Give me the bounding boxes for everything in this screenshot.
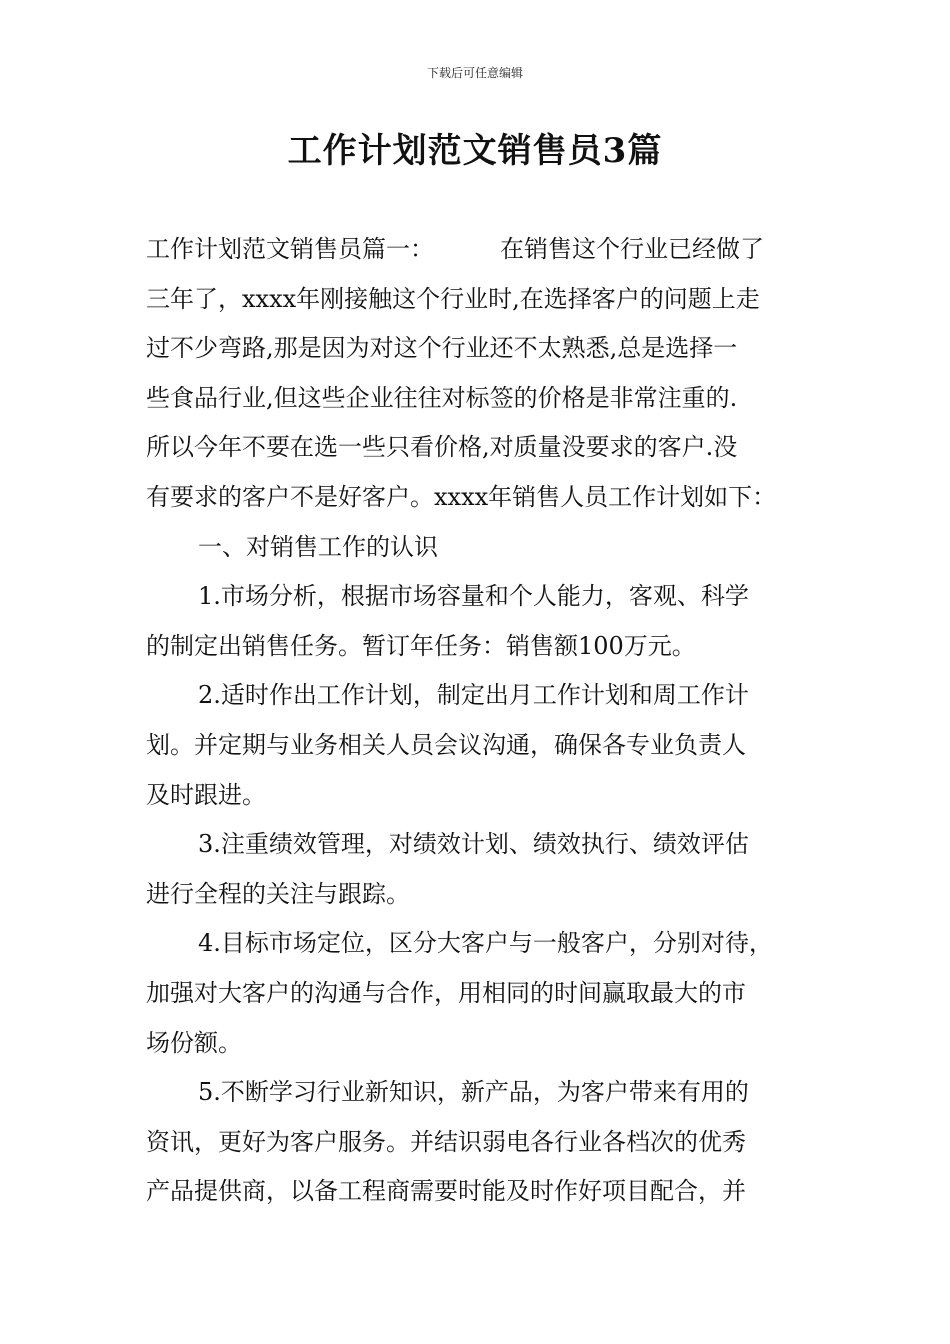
paragraph-line-6: 有要求的客户不是好客户。xxxx年销售人员工作计划如下： xyxy=(146,482,777,511)
header-note: 下载后可任意编辑 xyxy=(426,66,523,80)
paragraph-line-5: 所以今年不要在选一些只看价格,对质量没要求的客户.没 xyxy=(146,433,738,462)
list-item-1-line-1: 1.市场分析，根据市场容量和个人能力，客观、科学 xyxy=(198,582,749,611)
paragraph-text: 在销售这个行业已经做了 xyxy=(500,235,764,263)
list-item-1-line-2: 的制定出销售任务。暂订年任务：销售额100万元。 xyxy=(146,631,696,660)
paragraph-line-1 xyxy=(146,225,816,275)
document-body xyxy=(146,225,816,1217)
paragraph-line-4: 些食品行业,但这些企业往往对标签的价格是非常注重的. xyxy=(146,383,738,412)
list-item-4-line-1: 4.目标市场定位，区分大客户与一般客户，分别对待， xyxy=(198,929,773,958)
list-item-4-line-2: 加强对大客户的沟通与合作，用相同的时间赢取最大的市 xyxy=(146,978,746,1007)
section-heading: 一、对销售工作的认识 xyxy=(198,532,438,561)
list-item-5-line-3: 产品提供商，以备工程商需要时能及时作好项目配合，并 xyxy=(146,1177,746,1206)
document-title: 工作计划范文销售员3篇 xyxy=(287,131,663,171)
list-item-4-line-3: 场份额。 xyxy=(146,1028,242,1057)
paragraph-line-3: 过不少弯路,那是因为对这个行业还不太熟悉,总是选择一 xyxy=(146,334,738,363)
section-heading-inline: 工作计划范文销售员篇一： xyxy=(146,235,434,263)
list-item-2-line-2: 划。并定期与业务相关人员会议沟通，确保各专业负责人 xyxy=(146,730,746,759)
list-item-5-line-2: 资讯，更好为客户服务。并结识弱电各行业各档次的优秀 xyxy=(146,1127,746,1156)
list-item-5-line-1: 5.不断学习行业新知识，新产品，为客户带来有用的 xyxy=(198,1078,749,1107)
list-item-3-line-1: 3.注重绩效管理，对绩效计划、绩效执行、绩效评估 xyxy=(198,830,749,859)
list-item-3-line-2: 进行全程的关注与跟踪。 xyxy=(146,879,410,908)
list-item-2-line-1: 2.适时作出工作计划，制定出月工作计划和周工作计 xyxy=(198,681,749,710)
paragraph-line-2: 三年了，xxxx年刚接触这个行业时,在选择客户的问题上走 xyxy=(146,284,760,313)
list-item-2-line-3: 及时跟进。 xyxy=(146,780,266,809)
